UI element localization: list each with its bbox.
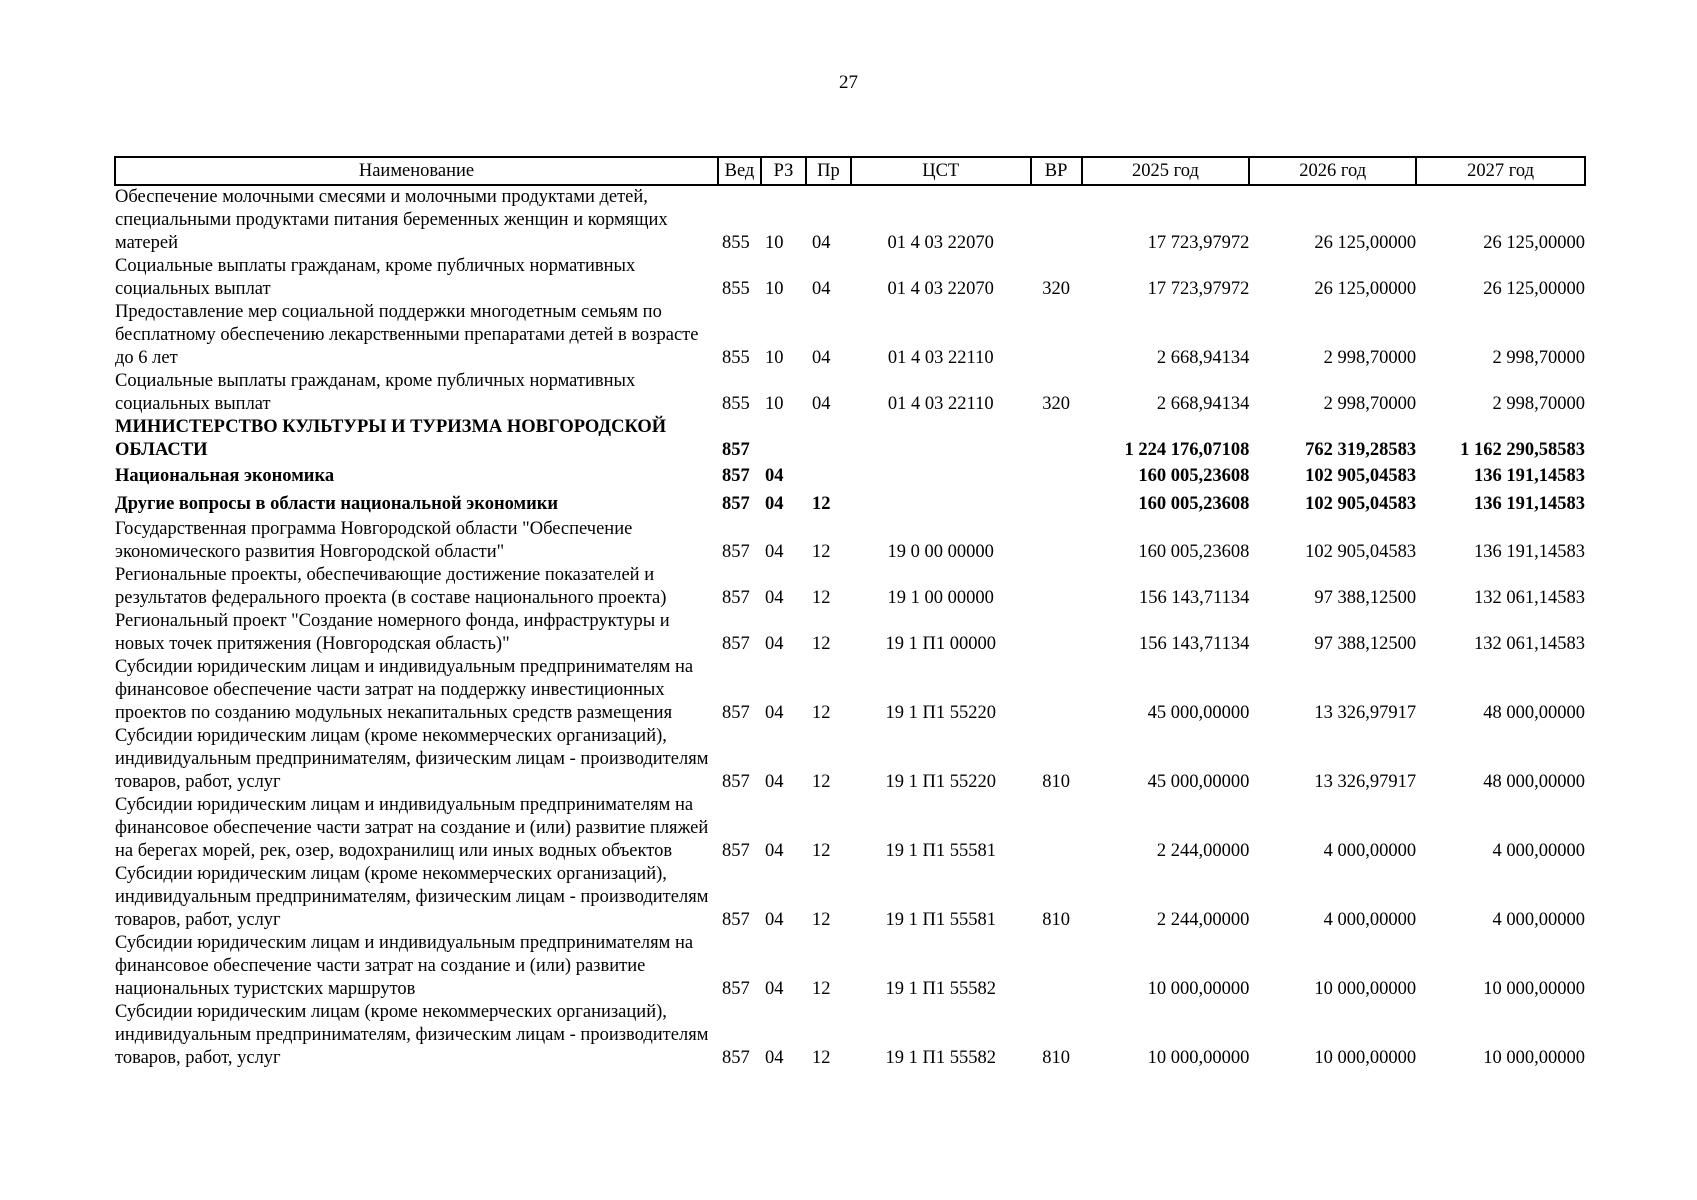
row-ved: 857 xyxy=(722,979,750,999)
row-vr xyxy=(1031,610,1082,656)
row-amount-2026: 97 388,12500 xyxy=(1314,588,1417,608)
row-pr: 12 xyxy=(811,588,831,608)
row-vr xyxy=(1031,564,1082,610)
row-pr: 12 xyxy=(811,542,831,562)
row-cst: 19 1 П1 55581 xyxy=(885,841,996,861)
row-cst: 01 4 03 22110 xyxy=(887,348,994,368)
row-amount-2025: 156 143,71134 xyxy=(1139,588,1250,608)
row-amount-2026: 26 125,00000 xyxy=(1314,233,1417,253)
table-header xyxy=(115,157,1585,185)
row-amount-2027: 136 191,14583 xyxy=(1474,542,1585,562)
row-vr: 320 xyxy=(1042,279,1070,299)
row-pr: 04 xyxy=(811,279,831,299)
row-name: Субсидии юридическим лицам и индивидуальным предпринимателям на финансовое обеспечение части затрат на создание и (или) развитие национальных туристских маршрутов xyxy=(115,933,694,999)
row-name: Обеспечение молочными смесями и молочными продуктами детей, специальными продуктами питания беременных женщин и кормящих матерей xyxy=(115,187,668,253)
row-vr: 320 xyxy=(1042,394,1070,414)
table-row xyxy=(115,794,1585,863)
row-ved: 857 xyxy=(722,494,750,514)
row-rz: 04 xyxy=(764,542,784,562)
row-rz: 10 xyxy=(764,348,784,368)
row-ved: 857 xyxy=(722,841,750,861)
row-vr xyxy=(1031,301,1082,370)
row-name: Другие вопросы в области национальной экономики xyxy=(115,494,559,514)
row-amount-2025: 2 244,00000 xyxy=(1156,841,1250,861)
row-cst: 19 1 00 00000 xyxy=(887,588,994,608)
row-cst: 01 4 03 22070 xyxy=(887,233,994,253)
header-2026: 2026 год xyxy=(1249,157,1416,185)
row-cst xyxy=(851,490,1031,518)
row-name: Субсидии юридическим лицам (кроме некоммерческих организаций), индивидуальным предпринимателям, физическим лицам - производителям товаров, работ, услуг xyxy=(115,726,709,792)
row-name: Субсидии юридическим лицам (кроме некоммерческих организаций), индивидуальным предпринимателям, физическим лицам - производителям товаров, работ, услуг xyxy=(115,864,709,930)
row-rz: 10 xyxy=(764,279,784,299)
table-row xyxy=(115,185,1585,255)
row-amount-2027: 1 162 290,58583 xyxy=(1460,440,1585,460)
table-row xyxy=(115,490,1585,518)
row-amount-2026: 4 000,00000 xyxy=(1323,841,1417,861)
row-cst xyxy=(851,462,1031,490)
table-row xyxy=(115,370,1585,416)
row-ved: 855 xyxy=(722,279,750,299)
row-amount-2026: 13 326,97917 xyxy=(1314,703,1417,723)
row-pr: 12 xyxy=(811,494,831,514)
header-2027: 2027 год xyxy=(1416,157,1585,185)
row-cst: 19 1 П1 55582 xyxy=(885,979,996,999)
row-cst: 19 1 П1 55582 xyxy=(885,1048,996,1068)
header-name: Наименование xyxy=(115,157,718,185)
header-2025: 2025 год xyxy=(1082,157,1250,185)
row-amount-2026: 762 319,28583 xyxy=(1305,440,1417,460)
row-rz: 04 xyxy=(764,1048,784,1068)
row-amount-2027: 26 125,00000 xyxy=(1483,279,1585,299)
table-row xyxy=(115,863,1585,932)
row-name: Субсидии юридическим лицам (кроме некоммерческих организаций), индивидуальным предпринимателям, физическим лицам - производителям товаров, работ, услуг xyxy=(115,1002,709,1068)
row-cst: 19 1 П1 55581 xyxy=(885,910,996,930)
row-amount-2025: 2 668,94134 xyxy=(1156,394,1250,414)
row-amount-2027: 48 000,00000 xyxy=(1483,703,1585,723)
row-vr xyxy=(1031,185,1082,255)
table-row xyxy=(115,932,1585,1001)
table-body xyxy=(115,185,1585,1070)
budget-table xyxy=(114,156,1586,1070)
row-name: Социальные выплаты гражданам, кроме публичных нормативных социальных выплат xyxy=(115,371,636,414)
row-pr xyxy=(806,462,851,490)
header-pr: Пр xyxy=(806,157,851,185)
row-vr xyxy=(1031,932,1082,1001)
row-vr: 810 xyxy=(1042,772,1070,792)
row-name: Социальные выплаты гражданам, кроме публичных нормативных социальных выплат xyxy=(115,256,636,299)
row-pr: 04 xyxy=(811,394,831,414)
table-row xyxy=(115,462,1585,490)
row-rz: 04 xyxy=(764,634,784,654)
header-ved: Вед xyxy=(718,157,761,185)
row-amount-2027: 26 125,00000 xyxy=(1483,233,1585,253)
row-amount-2025: 156 143,71134 xyxy=(1139,634,1250,654)
row-name: Субсидии юридическим лицам и индивидуальным предпринимателям на финансовое обеспечение части затрат на поддержку инвестиционных проектов по созданию модульных некапитальных средств размещения xyxy=(115,657,694,723)
row-pr: 12 xyxy=(811,979,831,999)
row-ved: 857 xyxy=(722,542,750,562)
row-amount-2026: 10 000,00000 xyxy=(1314,1048,1417,1068)
row-amount-2025: 2 244,00000 xyxy=(1156,910,1250,930)
row-name: Региональные проекты, обеспечивающие достижение показателей и результатов федерального проекта (в составе национального проекта) xyxy=(115,565,667,608)
row-amount-2025: 45 000,00000 xyxy=(1147,703,1250,723)
row-cst: 19 1 П1 00000 xyxy=(885,634,996,654)
row-pr: 12 xyxy=(811,1048,831,1068)
row-rz: 04 xyxy=(764,979,784,999)
row-amount-2027: 2 998,70000 xyxy=(1492,348,1585,368)
row-ved: 855 xyxy=(722,233,750,253)
row-vr xyxy=(1031,490,1082,518)
row-name: Региональный проект "Создание номерного фонда, инфраструктуры и новых точек притяжения (Новгородская область)" xyxy=(115,611,670,654)
row-ved: 857 xyxy=(722,1048,750,1068)
row-vr xyxy=(1031,656,1082,725)
row-rz: 10 xyxy=(764,394,784,414)
row-amount-2027: 10 000,00000 xyxy=(1483,979,1585,999)
row-vr xyxy=(1031,462,1082,490)
row-cst: 19 1 П1 55220 xyxy=(885,772,996,792)
row-amount-2025: 10 000,00000 xyxy=(1147,1048,1250,1068)
row-amount-2026: 10 000,00000 xyxy=(1314,979,1417,999)
row-amount-2027: 4 000,00000 xyxy=(1492,910,1585,930)
row-pr: 04 xyxy=(811,348,831,368)
row-amount-2027: 132 061,14583 xyxy=(1474,634,1585,654)
row-ved: 857 xyxy=(722,703,750,723)
row-pr: 12 xyxy=(811,910,831,930)
row-amount-2025: 45 000,00000 xyxy=(1147,772,1250,792)
row-amount-2025: 17 723,97972 xyxy=(1147,279,1250,299)
row-amount-2025: 10 000,00000 xyxy=(1147,979,1250,999)
row-vr xyxy=(1031,518,1082,564)
row-name: Предоставление мер социальной поддержки многодетным семьям по бесплатному обеспечению лекарственными препаратами детей в возрасте до 6 лет xyxy=(115,302,699,368)
header-rz: РЗ xyxy=(761,157,806,185)
row-vr xyxy=(1031,794,1082,863)
table-row xyxy=(115,1001,1585,1070)
row-amount-2026: 102 905,04583 xyxy=(1305,542,1417,562)
row-cst xyxy=(851,416,1031,462)
row-pr: 12 xyxy=(811,703,831,723)
row-rz: 04 xyxy=(764,910,784,930)
row-amount-2027: 2 998,70000 xyxy=(1492,394,1585,414)
row-amount-2026: 2 998,70000 xyxy=(1323,348,1417,368)
row-ved: 855 xyxy=(722,394,750,414)
row-amount-2027: 4 000,00000 xyxy=(1492,841,1585,861)
row-name: МИНИСТЕРСТВО КУЛЬТУРЫ И ТУРИЗМА НОВГОРОДСКОЙ ОБЛАСТИ xyxy=(115,417,667,460)
table-row xyxy=(115,656,1585,725)
table-row xyxy=(115,518,1585,564)
row-amount-2025: 160 005,23608 xyxy=(1138,542,1250,562)
row-ved: 857 xyxy=(722,588,750,608)
row-amount-2026: 102 905,04583 xyxy=(1305,494,1417,514)
table-row xyxy=(115,564,1585,610)
row-cst: 01 4 03 22110 xyxy=(887,394,994,414)
row-ved: 855 xyxy=(722,348,750,368)
row-rz: 04 xyxy=(764,703,784,723)
row-amount-2027: 136 191,14583 xyxy=(1474,466,1585,486)
row-vr: 810 xyxy=(1042,910,1070,930)
row-amount-2026: 97 388,12500 xyxy=(1314,634,1417,654)
row-amount-2027: 10 000,00000 xyxy=(1483,1048,1585,1068)
row-vr: 810 xyxy=(1042,1048,1070,1068)
row-rz: 04 xyxy=(764,841,784,861)
row-rz xyxy=(761,416,806,462)
row-ved: 857 xyxy=(722,772,750,792)
row-amount-2026: 4 000,00000 xyxy=(1323,910,1417,930)
row-vr xyxy=(1031,416,1082,462)
row-ved: 857 xyxy=(722,466,750,486)
row-ved: 857 xyxy=(722,440,750,460)
row-amount-2027: 132 061,14583 xyxy=(1474,588,1585,608)
row-rz: 10 xyxy=(764,233,784,253)
row-amount-2027: 136 191,14583 xyxy=(1474,494,1585,514)
table-row xyxy=(115,725,1585,794)
row-pr: 12 xyxy=(811,841,831,861)
row-rz: 04 xyxy=(764,588,784,608)
table-row xyxy=(115,610,1585,656)
row-amount-2025: 160 005,23608 xyxy=(1138,466,1250,486)
row-amount-2025: 2 668,94134 xyxy=(1156,348,1250,368)
row-name: Государственная программа Новгородской области "Обеспечение экономического развития Новгородской области" xyxy=(115,519,633,562)
row-pr: 04 xyxy=(811,233,831,253)
row-name: Национальная экономика xyxy=(115,466,335,486)
row-pr xyxy=(806,416,851,462)
row-cst: 19 1 П1 55220 xyxy=(885,703,996,723)
table-row xyxy=(115,416,1585,462)
row-amount-2026: 26 125,00000 xyxy=(1314,279,1417,299)
table-row xyxy=(115,255,1585,301)
row-amount-2026: 13 326,97917 xyxy=(1314,772,1417,792)
row-amount-2025: 17 723,97972 xyxy=(1147,233,1250,253)
row-pr: 12 xyxy=(811,634,831,654)
header-cst: ЦСТ xyxy=(851,157,1031,185)
row-rz: 04 xyxy=(764,772,784,792)
row-cst: 19 0 00 00000 xyxy=(887,542,994,562)
row-amount-2025: 160 005,23608 xyxy=(1138,494,1250,514)
header-vr: ВР xyxy=(1031,157,1082,185)
row-amount-2025: 1 224 176,07108 xyxy=(1124,440,1250,460)
row-amount-2026: 102 905,04583 xyxy=(1305,466,1417,486)
row-ved: 857 xyxy=(722,634,750,654)
row-name: Субсидии юридическим лицам и индивидуальным предпринимателям на финансовое обеспечение части затрат на создание и (или) развитие пляжей на берегах морей, рек, озер, водохранилищ или иных водных объектов xyxy=(115,795,709,861)
row-rz: 04 xyxy=(764,466,784,486)
table-row xyxy=(115,301,1585,370)
row-cst: 01 4 03 22070 xyxy=(887,279,994,299)
row-rz: 04 xyxy=(764,494,784,514)
row-amount-2027: 48 000,00000 xyxy=(1483,772,1585,792)
row-pr: 12 xyxy=(811,772,831,792)
row-amount-2026: 2 998,70000 xyxy=(1323,394,1417,414)
page-number: 27 xyxy=(839,72,858,93)
row-ved: 857 xyxy=(722,910,750,930)
